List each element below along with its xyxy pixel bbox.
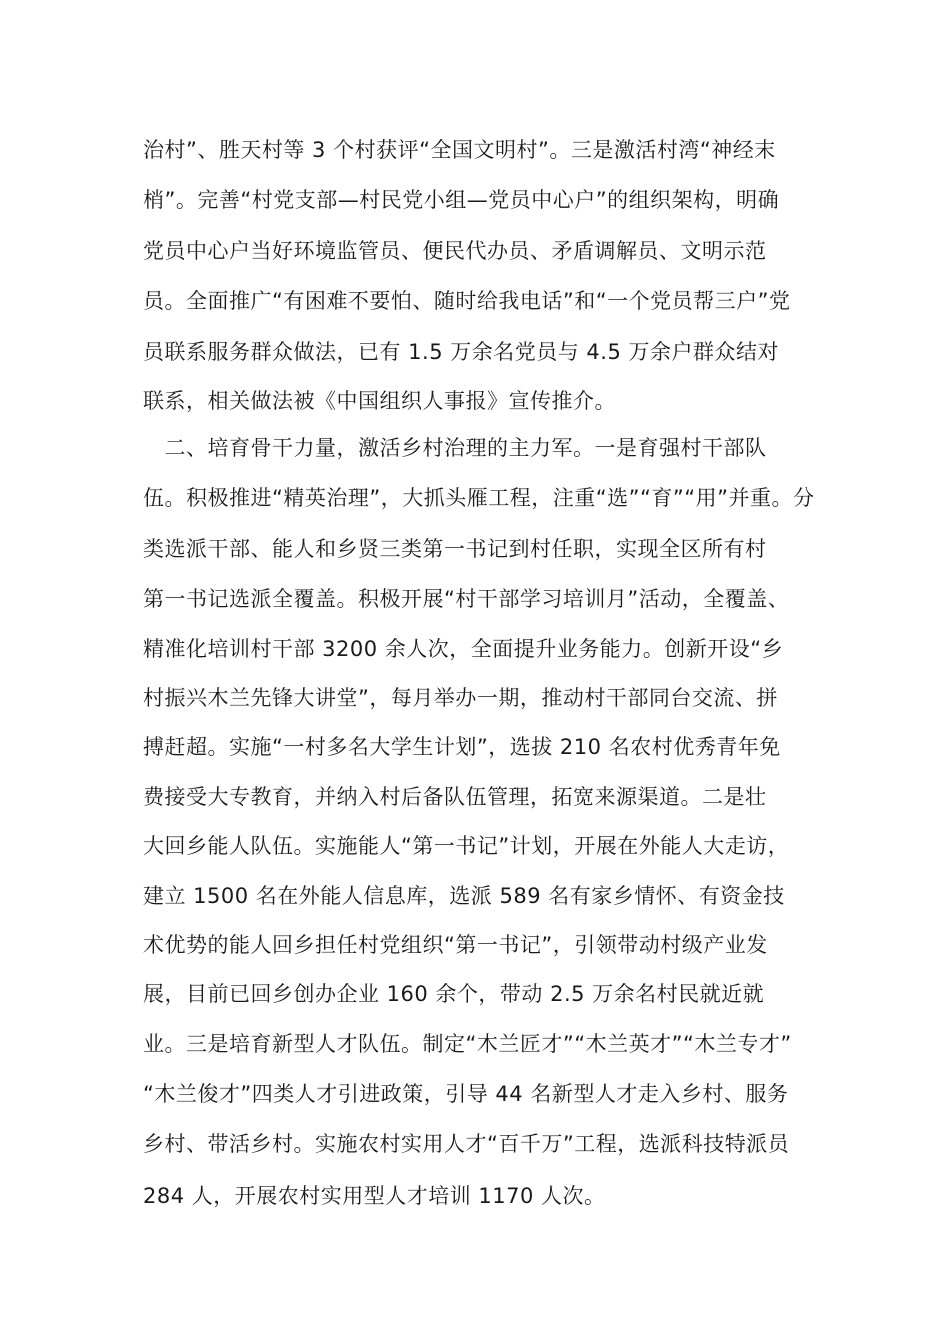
text-line: 搏赶超。实施“一村多名大学生计划”，选拔 210 名农村优秀青年免 [143,735,781,759]
text-line: 乡村、带活乡村。实施农村实用人才“百千万”工程，选派科技特派员 [143,1132,790,1156]
text-line: 术优势的能人回乡担任村党组织“第一书记”，引领带动村级产业发 [143,933,768,957]
text-line: 联系，相关做法被《中国组织人事报》宣传推介。 [143,389,616,413]
text-line: 284 人，开展农村实用型人才培训 1170 人次。 [143,1184,606,1208]
text-line: 村振兴木兰先锋大讲堂”，每月举办一期，推动村干部同台交流、拼 [143,686,778,710]
text-line: 费接受大专教育，并纳入村后备队伍管理，拓宽来源渠道。二是壮 [143,785,767,809]
text-line: 治村”、胜天村等 3 个村获评“全国文明村”。三是激活村湾“神经末 [143,138,776,162]
text-line: 党员中心户当好环境监管员、便民代办员、矛盾调解员、文明示范 [143,239,767,263]
text-line: 员。全面推广“有困难不要怕、随时给我电话”和“一个党员帮三户”党 [143,289,791,313]
text-line: 梢”。完善“村党支部—村民党小组—党员中心户”的组织架构，明确 [143,188,780,212]
text-line: 类选派干部、能人和乡贤三类第一书记到村任职，实现全区所有村 [143,537,767,561]
text-line: 大回乡能人队伍。实施能人“第一书记”计划，开展在外能人大走访， [143,834,790,858]
text-line: 员联系服务群众做法，已有 1.5 万余名党员与 4.5 万余户群众结对 [143,340,779,364]
text-line: 展，目前已回乡创办企业 160 余个，带动 2.5 万余名村民就近就 [143,982,765,1006]
text-line: 第一书记选派全覆盖。积极开展“村干部学习培训月”活动，全覆盖、 [143,587,790,611]
text-line: 建立 1500 名在外能人信息库，选派 589 名有家乡情怀、有资金技 [143,884,785,908]
text-line: 伍。积极推进“精英治理”，大抓头雁工程，注重“选”“育”“用”并重。分 [143,486,815,510]
text-line: 业。三是培育新型人才队伍。制定“木兰匠才”“木兰英才”“木兰专才” [143,1032,792,1056]
text-line: 精准化培训村干部 3200 余人次，全面提升业务能力。创新开设“乡 [143,637,784,661]
text-line: “木兰俊才”四类人才引进政策，引导 44 名新型人才走入乡村、服务 [143,1082,789,1106]
text-line: 二、培育骨干力量，激活乡村治理的主力军。一是育强村干部队 [143,436,767,460]
